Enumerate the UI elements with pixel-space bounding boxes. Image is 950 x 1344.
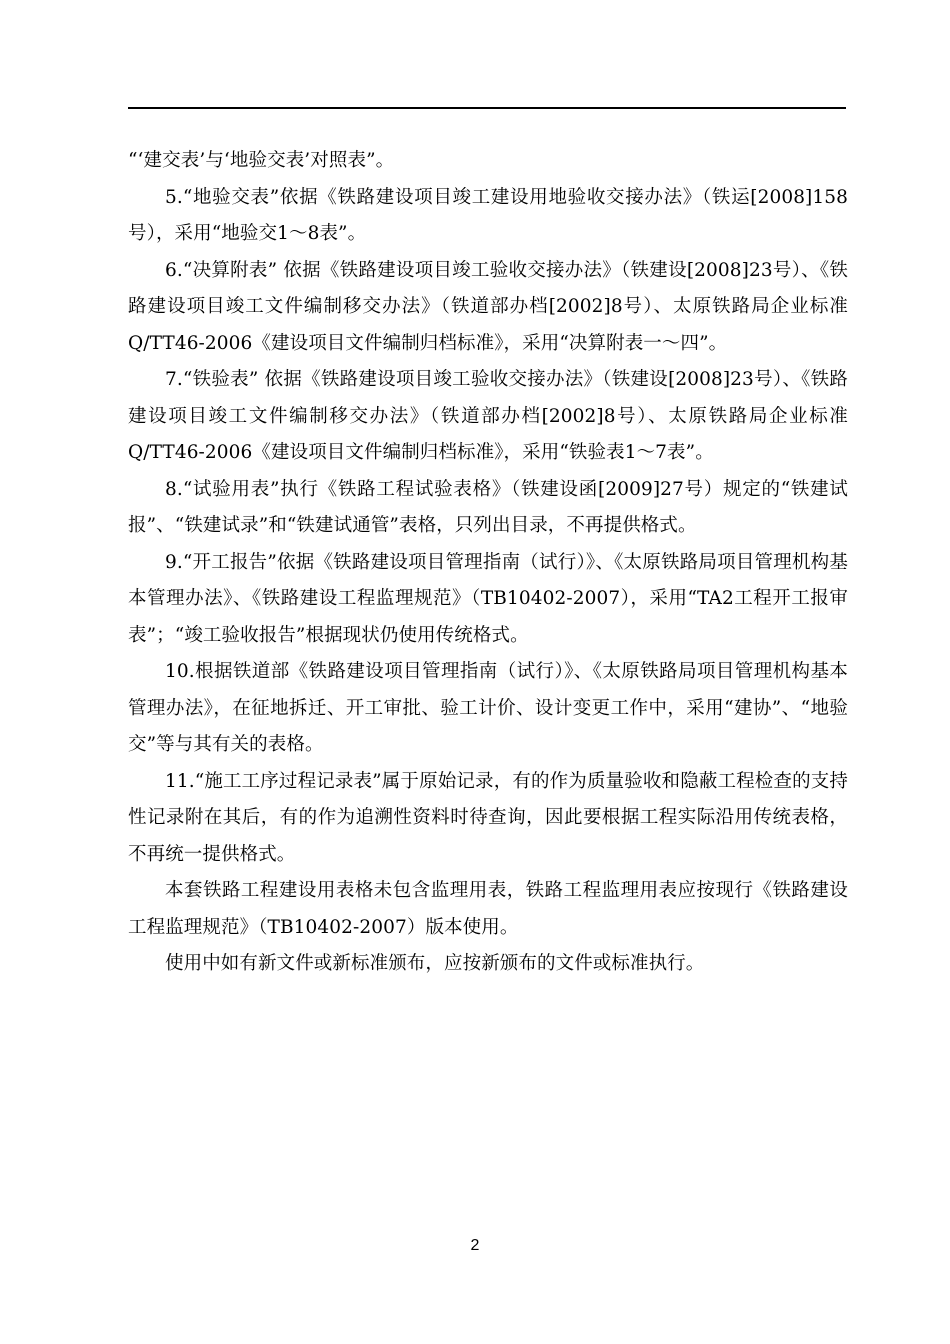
paragraph-item-8: 8.“试验用表”执行《铁路工程试验表格》（铁建设函[2009]27号）规定的“铁建试报”、“铁建试录”和“铁建试通管”表格，只列出目录，不再提供格式。 [128,478,848,536]
header-rule [128,107,846,109]
page-number: 2 [470,1237,480,1254]
paragraph-item-6: 6.“决算附表” 依据《铁路建设项目竣工验收交接办法》（铁建设[2008]23号）、《铁路建设项目竣工文件编制移交办法》（铁道部办档[2002]8号）、太原铁路局企业标准Q/TT46-2006《建设项目文件编制归档标准》，采用“决算附表一～四”。 [128,259,848,354]
paragraph-supervision-note: 本套铁路工程建设用表格未包含监理用表，铁路工程监理用表应按现行《铁路建设工程监理规范》（TB10402-2007）版本使用。 [128,880,848,938]
paragraph-item-7: 7.“铁验表” 依据《铁路建设项目竣工验收交接办法》（铁建设[2008]23号）、《铁路建设项目竣工文件编制移交办法》（铁道部办档[2002]8号）、太原铁路局企业标准Q/TT46-2006《建设项目文件编制归档标准》，采用“铁验表1～7表”。 [128,369,848,463]
paragraph-item-10: 10.根据铁道部《铁路建设项目管理指南（试行）》、《太原铁路局项目管理机构基本管理办法》，在征地拆迁、开工审批、验工计价、设计变更工作中，采用“建协”、“地验交”等与其有关的表格。 [128,661,848,755]
paragraph-item-5: 5.“地验交表”依据《铁路建设项目竣工建设用地验收交接办法》（铁运[2008]158号），采用“地验交1～8表”。 [128,186,848,244]
paragraph-item-11: 11.“施工工序过程记录表”属于原始记录，有的作为质量验收和隐蔽工程检查的支持性记录附在其后，有的作为追溯性资料时待查询，因此要根据工程实际沿用传统表格，不再统一提供格式。 [128,770,848,865]
paragraph-continuation: “‘建交表’与‘地验交表’对照表”。 [128,150,395,171]
paragraph-item-9: 9.“开工报告”依据《铁路建设项目管理指南（试行）》、《太原铁路局项目管理机构基本管理办法》、《铁路建设工程监理规范》（TB10402-2007），采用“TA2工程开工报审表”；“竣工验收报告”根据现状仍使用传统格式。 [128,551,848,646]
document-body [128,143,848,983]
paragraph-closing-note: 使用中如有新文件或新标准颁布，应按新颁布的文件或标准执行。 [165,953,705,974]
